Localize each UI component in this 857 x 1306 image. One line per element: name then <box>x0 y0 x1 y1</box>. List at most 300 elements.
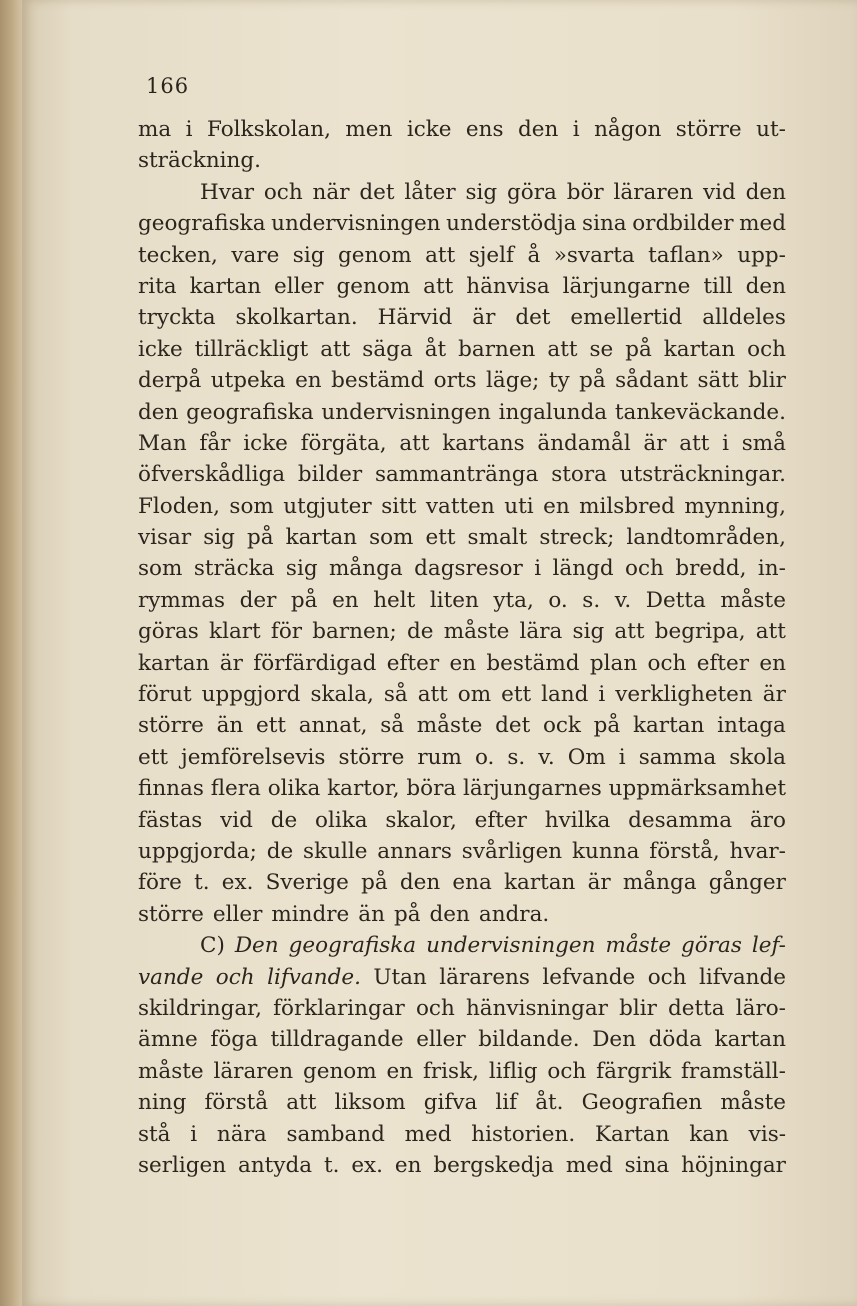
word: och <box>625 556 664 582</box>
word: orts <box>433 368 477 394</box>
word: ett <box>138 744 169 770</box>
text-line <box>138 993 786 1024</box>
word: låter <box>404 179 456 205</box>
word: lifvande <box>698 964 786 990</box>
text-line <box>138 459 786 490</box>
word: förgäta, <box>300 430 387 456</box>
text-line <box>138 208 786 239</box>
word: förut <box>138 682 192 708</box>
word: med <box>565 1152 613 1178</box>
word: döda <box>648 1027 702 1053</box>
word: kartan <box>663 336 736 362</box>
word: att <box>614 619 645 645</box>
word: hänvisa <box>466 273 550 299</box>
word: det <box>359 179 395 205</box>
word: måste <box>416 713 483 739</box>
word: måste <box>720 1090 786 1116</box>
word: t. <box>194 870 210 896</box>
word: på <box>393 901 421 927</box>
text-line <box>138 177 786 208</box>
word: smalt <box>467 525 528 551</box>
word: större <box>338 744 405 770</box>
word: ett <box>255 713 286 739</box>
word: en <box>386 1058 414 1084</box>
word: förstå <box>204 1090 269 1116</box>
word: utpeka <box>210 368 286 394</box>
word: plan <box>589 650 638 676</box>
text-line <box>138 710 786 741</box>
text-line <box>138 334 786 365</box>
word: blir <box>619 995 657 1021</box>
word: rum <box>417 744 462 770</box>
word: Utan <box>373 964 427 990</box>
word: vatten <box>425 493 495 519</box>
word: små <box>741 430 786 456</box>
word: rymmas <box>138 587 226 613</box>
word: böra <box>406 776 457 802</box>
text-line <box>138 240 786 271</box>
word: kunna <box>572 838 640 864</box>
word: gånger <box>708 870 786 896</box>
text-line <box>138 616 786 647</box>
word: liten <box>429 587 479 613</box>
word: den <box>517 117 559 142</box>
word: fästas <box>138 807 203 833</box>
word: sträckning. <box>138 148 262 174</box>
word: vid <box>220 807 253 833</box>
word: att <box>286 1090 317 1116</box>
word: bergskedja <box>433 1152 554 1178</box>
word: ning <box>138 1090 187 1116</box>
word: måste <box>605 933 672 959</box>
word: ut- <box>756 117 786 142</box>
word: verkligheten <box>615 682 753 708</box>
word: öfverskådliga <box>138 462 286 488</box>
word: kartan <box>285 525 358 551</box>
word: på <box>290 587 318 613</box>
word: understödja <box>446 211 577 237</box>
word: o. <box>474 744 495 770</box>
word: men <box>345 117 393 142</box>
word: kartans <box>442 430 525 456</box>
word: och <box>547 1058 587 1084</box>
word: större <box>138 901 204 927</box>
word: i <box>190 1121 198 1147</box>
word: ett <box>425 525 456 551</box>
word: förfärdigad <box>253 650 377 676</box>
word: skalor, <box>385 807 457 833</box>
word: göras <box>681 933 742 959</box>
word: svårligen <box>461 838 563 864</box>
word: Härvid <box>377 305 453 331</box>
word: Den <box>234 933 279 959</box>
word: samma <box>638 744 717 770</box>
word: streck; <box>539 525 615 551</box>
word: sig <box>203 525 235 551</box>
word: antyda <box>238 1152 313 1178</box>
word: äro <box>749 807 786 833</box>
word: om <box>457 682 492 708</box>
text-line <box>138 1056 786 1087</box>
word: en <box>449 650 477 676</box>
word: den <box>429 901 470 927</box>
word: kartan <box>503 870 576 896</box>
text-line <box>138 1024 786 1055</box>
text-line <box>138 522 786 553</box>
word: med <box>739 211 786 237</box>
text-line <box>138 585 786 616</box>
word: blir <box>748 368 786 394</box>
word: mynning, <box>684 493 786 519</box>
word: det <box>515 305 551 331</box>
book-spine-edge <box>0 0 22 1306</box>
text-line <box>138 114 786 145</box>
word: föga <box>210 1027 258 1053</box>
word: vid <box>703 179 736 205</box>
word: i <box>185 117 193 142</box>
word: Sverige <box>265 870 349 896</box>
word: derpå <box>138 368 202 394</box>
word: göras <box>138 619 199 645</box>
word: sig <box>465 179 498 205</box>
word: måste <box>443 619 510 645</box>
word: se <box>589 336 614 362</box>
text-line <box>138 1087 786 1118</box>
text-line <box>138 867 786 898</box>
word: sammantränga <box>374 462 539 488</box>
word: olika <box>315 807 368 833</box>
word: så <box>380 713 405 739</box>
word: som <box>138 556 183 582</box>
word: sitt <box>381 493 417 519</box>
word: lefvande <box>542 964 636 990</box>
word: sådant <box>615 368 689 394</box>
word: tilldragande <box>270 1027 404 1053</box>
word: tillräckligt <box>194 336 309 362</box>
word: som <box>369 525 414 551</box>
word: framställ- <box>680 1058 786 1084</box>
word: och <box>263 179 303 205</box>
word: den <box>745 179 786 205</box>
word: mindre <box>271 901 350 927</box>
word: på <box>246 525 274 551</box>
word: helt <box>373 587 416 613</box>
word: s. <box>507 744 526 770</box>
word: »svarta <box>553 242 635 268</box>
word: icke <box>406 117 452 142</box>
text-line <box>138 302 786 333</box>
word: ma <box>138 117 172 142</box>
word: bilder <box>297 462 363 488</box>
word: som <box>229 493 274 519</box>
word: en <box>332 587 359 613</box>
word: för <box>270 619 303 645</box>
word: någon <box>594 117 662 142</box>
word: den <box>745 273 786 299</box>
word: tankeväckande. <box>614 399 786 425</box>
word: en <box>295 368 322 394</box>
word: i <box>598 682 606 708</box>
word: ens <box>465 117 504 142</box>
word: t. <box>323 1152 340 1178</box>
word: ändamål <box>537 430 631 456</box>
text-line <box>138 899 786 930</box>
word: sig <box>285 556 318 582</box>
word: Hvar <box>200 179 254 205</box>
word: historien. <box>471 1121 576 1147</box>
text-line <box>138 930 786 961</box>
word: hänvisningar <box>465 995 608 1021</box>
word: C) <box>200 933 225 959</box>
word: i <box>572 117 580 142</box>
word: läro- <box>735 995 786 1021</box>
word: lif <box>495 1090 518 1116</box>
word: detta <box>668 995 725 1021</box>
word: större <box>138 713 204 739</box>
word: än <box>358 901 385 927</box>
word: frisk, <box>422 1058 479 1084</box>
text-line <box>138 428 786 459</box>
word: sig <box>292 242 325 268</box>
word: måste <box>138 1058 204 1084</box>
text-line <box>138 773 786 804</box>
word: kartan <box>189 273 262 299</box>
word: icke <box>243 430 288 456</box>
word: efter <box>696 650 750 676</box>
word: att <box>423 273 454 299</box>
word: läge; <box>486 368 540 394</box>
word: ämne <box>138 1027 198 1053</box>
word: lära <box>519 619 563 645</box>
word: det <box>495 713 531 739</box>
word: de <box>270 807 298 833</box>
word: så <box>383 682 408 708</box>
word: eller <box>274 273 324 299</box>
text-line <box>138 805 786 836</box>
word: bör <box>566 179 604 205</box>
word: måste <box>720 587 786 613</box>
word: får <box>199 430 231 456</box>
word: förstå, <box>649 838 720 864</box>
word: hvar- <box>729 838 786 864</box>
word: kan <box>689 1121 729 1147</box>
word: till <box>703 273 733 299</box>
word: dagsresor <box>414 556 523 582</box>
word: en <box>759 650 786 676</box>
word: Geografien <box>581 1090 703 1116</box>
word: uppmärksamhet <box>608 776 786 802</box>
word: utsträckningar. <box>619 462 786 488</box>
word: andra. <box>478 901 550 927</box>
word: bestämd <box>331 368 425 394</box>
word: kartor, <box>327 776 400 802</box>
word: en <box>543 493 570 519</box>
text-line <box>138 491 786 522</box>
word: yta, <box>493 587 534 613</box>
word: när <box>312 179 350 205</box>
word: geografiska <box>186 399 314 425</box>
word: eller <box>212 901 263 927</box>
word: uppgjord <box>201 682 301 708</box>
word: stå <box>138 1121 171 1147</box>
word: liksom <box>334 1090 406 1116</box>
word: på <box>579 368 606 394</box>
word: än <box>216 713 244 739</box>
text-line <box>138 648 786 679</box>
word: rita <box>138 273 177 299</box>
word: läraren <box>613 179 694 205</box>
word: samband <box>286 1121 385 1147</box>
word: och <box>647 964 687 990</box>
text-line <box>138 365 786 396</box>
word: ex. <box>351 1152 384 1178</box>
word: ett <box>501 682 532 708</box>
word: bestämd <box>486 650 580 676</box>
word: tecken, <box>138 242 218 268</box>
word: att <box>417 682 448 708</box>
word: vis- <box>748 1121 786 1147</box>
word: med <box>404 1121 452 1147</box>
word: alldeles <box>702 305 786 331</box>
word: Kartan <box>594 1121 670 1147</box>
body-text <box>138 114 786 1181</box>
word: undervisningen <box>426 933 596 959</box>
text-line <box>138 836 786 867</box>
word: in- <box>757 556 786 582</box>
word: uti <box>504 493 534 519</box>
word: att <box>320 336 351 362</box>
word: säga <box>362 336 413 362</box>
text-line <box>138 145 786 176</box>
word: liflig <box>488 1058 538 1084</box>
word: göra <box>507 179 557 205</box>
word: geografiska <box>138 211 266 237</box>
word: ty <box>548 368 570 394</box>
word: sätt <box>697 368 739 394</box>
word: är <box>219 650 243 676</box>
word: ena <box>452 870 492 896</box>
word: vande <box>138 964 204 990</box>
word: begripa, <box>654 619 746 645</box>
word: genom <box>302 1058 377 1084</box>
word: skulle <box>303 838 368 864</box>
word: uppgjorda; <box>138 838 257 864</box>
word: en <box>394 1152 422 1178</box>
word: den <box>399 870 441 896</box>
word: undervisningen <box>321 399 491 425</box>
page-number: 166 <box>146 74 190 98</box>
word: geografiska <box>288 933 417 959</box>
text-line <box>138 1119 786 1150</box>
text-line <box>138 679 786 710</box>
word: icke <box>138 336 183 362</box>
word: kartan <box>632 713 705 739</box>
word: v. <box>538 744 555 770</box>
word: efter <box>474 807 527 833</box>
word: att <box>399 430 430 456</box>
word: lärjungarnes <box>463 776 602 802</box>
word: bredd, <box>675 556 747 582</box>
word: att <box>425 242 456 268</box>
word: Om <box>567 744 606 770</box>
text-line <box>138 962 786 993</box>
word: lifvande. <box>267 964 361 990</box>
word: utgjuter <box>283 493 372 519</box>
word: förklaringar <box>273 995 405 1021</box>
word: Folkskolan, <box>206 117 331 142</box>
text-line <box>138 397 786 428</box>
word: ock <box>542 713 581 739</box>
word: i <box>534 556 542 582</box>
word: annat, <box>298 713 368 739</box>
word: sträcka <box>193 556 275 582</box>
word: i <box>722 430 729 456</box>
word: åt <box>424 336 447 362</box>
word: i <box>618 744 626 770</box>
word: skolkartan. <box>235 305 358 331</box>
word: emellertid <box>570 305 683 331</box>
word: bildande. <box>478 1027 580 1053</box>
word: färgrik <box>596 1058 672 1084</box>
word: större <box>675 117 742 142</box>
text-line <box>138 1150 786 1181</box>
word: och <box>747 336 786 362</box>
word: många <box>622 870 697 896</box>
word: åt. <box>535 1090 564 1116</box>
word: serligen <box>138 1152 227 1178</box>
word: skildringar, <box>138 995 262 1021</box>
word: å <box>527 242 541 268</box>
word: barnen; <box>312 619 397 645</box>
word: o. <box>548 587 568 613</box>
word: land <box>541 682 589 708</box>
word: gifva <box>423 1090 478 1116</box>
word: Den <box>592 1027 636 1053</box>
word: tryckta <box>138 305 216 331</box>
word: annars <box>377 838 452 864</box>
word: att <box>755 619 786 645</box>
word: på <box>625 336 652 362</box>
word: Floden, <box>138 493 220 519</box>
word: lärarens <box>439 964 530 990</box>
word: s. <box>582 587 601 613</box>
word: är <box>472 305 496 331</box>
word: är <box>762 682 786 708</box>
word: intaga <box>717 713 786 739</box>
word: genom <box>337 242 412 268</box>
word: desamma <box>628 807 733 833</box>
word: längd <box>552 556 614 582</box>
word: är <box>643 430 667 456</box>
word: flera <box>210 776 261 802</box>
text-line <box>138 553 786 584</box>
word: på <box>361 870 388 896</box>
word: sina <box>624 1152 670 1178</box>
word: landtområden, <box>626 525 786 551</box>
word: efter <box>386 650 440 676</box>
word: der <box>239 587 277 613</box>
word: och <box>215 964 255 990</box>
word: hvilka <box>544 807 611 833</box>
word: vare <box>231 242 280 268</box>
word: kartan <box>138 650 210 676</box>
word: eller <box>416 1027 466 1053</box>
text-line <box>138 742 786 773</box>
word: v. <box>614 587 632 613</box>
word: ordbilder <box>632 211 734 237</box>
word: sjelf <box>468 242 514 268</box>
word: barnen <box>458 336 536 362</box>
